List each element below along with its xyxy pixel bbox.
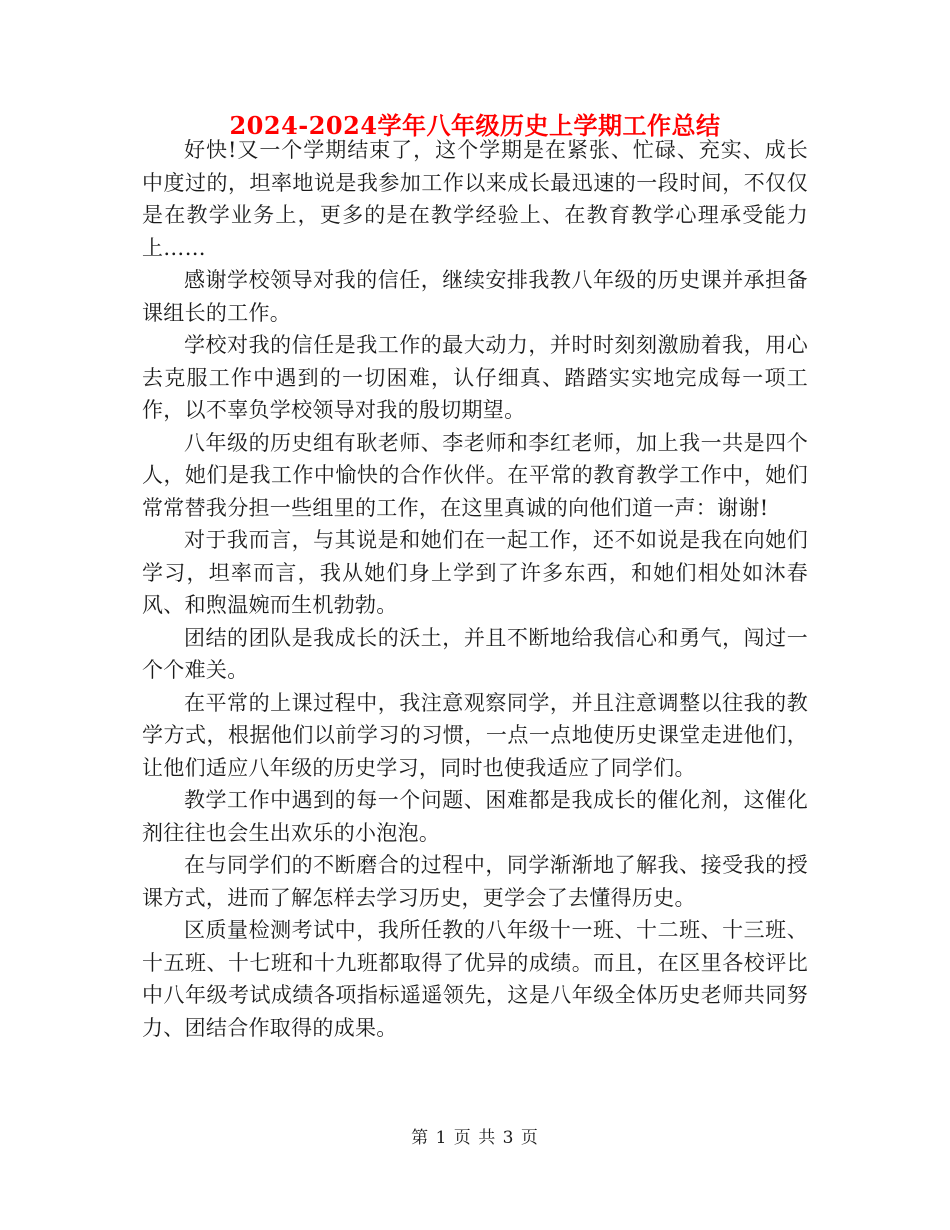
paragraph-9: 在与同学们的不断磨合的过程中，同学渐渐地了解我、接受我的授课方式，进而了解怎样去学习历史，更学会了去懂得历史。 bbox=[142, 853, 808, 910]
paragraph-3: 学校对我的信任是我工作的最大动力，并时时刻刻激励着我，用心去克服工作中遇到的一切困难，认仔细真、踏踏实实地完成每一项工作，以不辜负学校领导对我的殷切期望。 bbox=[142, 333, 808, 422]
paragraph-1: 好快!又一个学期结束了，这个学期是在紧张、忙碌、充实、成长中度过的，坦率地说是我参加工作以来成长最迅速的一段时间，不仅仅是在教学业务上，更多的是在教学经验上、在教育教学心理承受能力上…… bbox=[142, 138, 808, 260]
page-number-footer: 第 1 页 共 3 页 bbox=[411, 1128, 539, 1148]
paragraph-7: 在平常的上课过程中，我注意观察同学，并且注意调整以往我的教学方式，根据他们以前学习的习惯，一点一点地使历史课堂走进他们，让他们适应八年级的历史学习，同时也使我适应了同学们。 bbox=[142, 690, 808, 780]
paragraph-6: 团结的团队是我成长的沃土，并且不断地给我信心和勇气，闯过一个个难关。 bbox=[142, 625, 808, 682]
paragraph-4: 八年级的历史组有耿老师、李老师和李红老师，加上我一共是四个人，她们是我工作中愉快的合作伙伴。在平常的教育教学工作中，她们常常替我分担一些组里的工作，在这里真诚的向他们道一声：谢谢! bbox=[142, 430, 808, 520]
paragraph-8: 教学工作中遇到的每一个问题、困难都是我成长的催化剂，这催化剂往往也会生出欢乐的小泡泡。 bbox=[142, 788, 808, 845]
paragraph-10: 区质量检测考试中，我所任教的八年级十一班、十二班、十三班、十五班、十七班和十九班都取得了优异的成绩。而且，在区里各校评比中八年级考试成绩各项指标遥遥领先，这是八年级全体历史老师共同努力、团结合作取得的成果。 bbox=[142, 918, 808, 1040]
paragraph-2: 感谢学校领导对我的信任，继续安排我教八年级的历史课并承担备课组长的工作。 bbox=[142, 268, 808, 325]
paragraph-5: 对于我而言，与其说是和她们在一起工作，还不如说是我在向她们学习，坦率而言，我从她们身上学到了许多东西，和她们相处如沐春风、和煦温婉而生机勃勃。 bbox=[142, 528, 808, 617]
document-body bbox=[142, 134, 808, 1044]
document-title: 2024-2024学年八年级历史上学期工作总结 bbox=[229, 111, 721, 140]
